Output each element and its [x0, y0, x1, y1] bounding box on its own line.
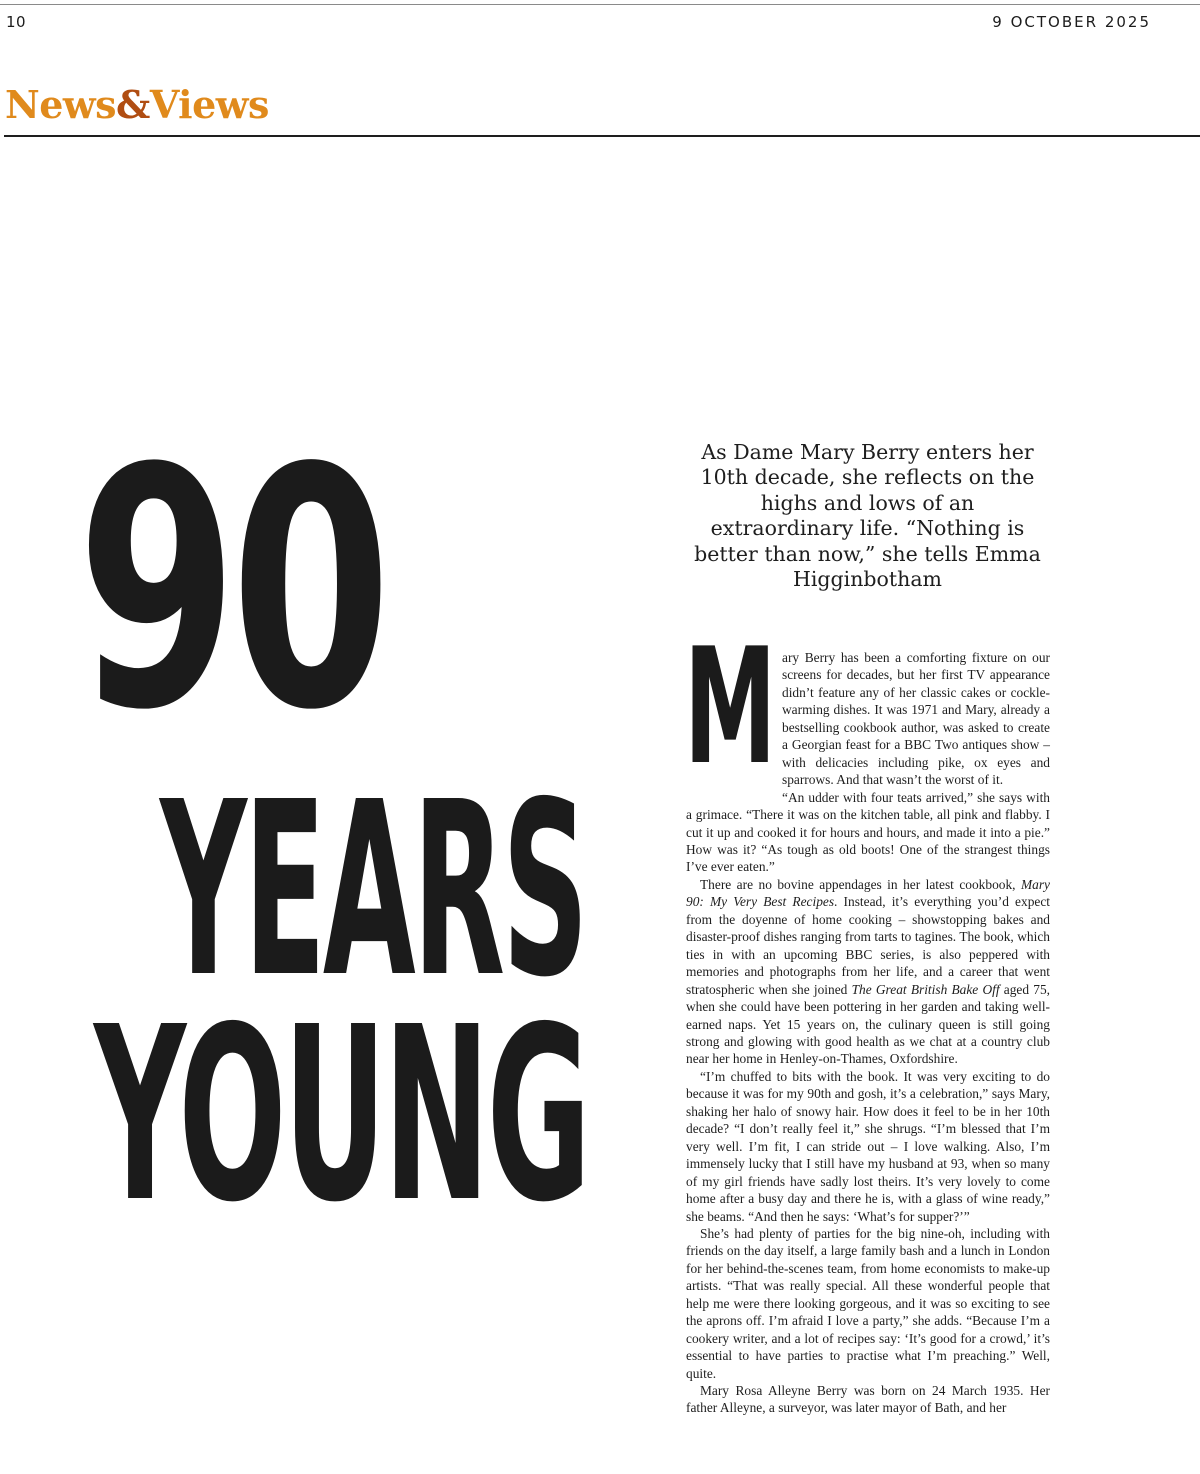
headline-line-young: YOUNG — [94, 975, 588, 1255]
article-paragraph-3-text-a: There are no bovine appendages in her latest cookbook, — [700, 876, 1016, 892]
page-number: 10 — [6, 13, 27, 31]
standfirst: As Dame Mary Berry enters her 10th decade, she reflects on the highs and lows of an extraordinary life. “Nothing is better than now,” she tells Emma Higginbotham — [694, 440, 1041, 592]
top-rule — [0, 4, 1200, 5]
section-heading — [5, 82, 269, 127]
section-heading-ampersand: & — [116, 82, 150, 127]
article-paragraph-6: Mary Rosa Alleyne Berry was born on 24 March 1935. Her father Alleyne, a surveyor, was later mayor of Bath, and her — [686, 1383, 1050, 1416]
article-paragraph-2: “An udder with four teats arrived,” she says with a grimace. “There it was on the kitchen table, all pink and flabby. I cut it up and cooked it for hours and hours, and made it into a pie.” How was it? “As tough as old boots! One of the strangest things I’ve ever eaten.” — [686, 789, 1050, 875]
header-rule — [4, 135, 1200, 137]
article-paragraph-5: She’s had plenty of parties for the big nine-oh, including with friends on the day itself, a large family bash and a lunch in London for her behind-the-scenes team, from home economists to make-up artists. “That was really special. All these wonderful people that help me were there looking gorgeous, and it was so exciting to see the aprons off. I’m afraid I love a party,” she adds. “Because I’m a cookery writer, and a lot of recipes say: ‘It’s good for a crowd,’ it’s essential to have parties to practise what I’m preaching.” Well, quite. — [686, 1225, 1050, 1381]
headline-line-years: YEARS — [160, 750, 586, 1030]
article-paragraph-3 — [686, 876, 1050, 1068]
drop-cap — [684, 613, 782, 801]
show-title-bake-off: The Great British Bake Off — [851, 981, 1000, 997]
issue-date: 9 OCTOBER 2025 — [992, 13, 1151, 31]
article-body — [684, 613, 1050, 1417]
book-title-mary-90: Mary 90: My Very Best Recipes — [686, 876, 1050, 910]
article-paragraph-3-text-b: . Instead, it’s everything you’d expect from the doyenne of home cooking – showstopping bakes and disaster-proof dishes ranging from tarts to tagines. The book, which ties in with an upcoming BBC series, is also peppered with memories and photographs from her life, and a career that went stratospheric when she joined — [686, 894, 1050, 997]
drop-cap-letter: M — [684, 613, 777, 800]
article-paragraph-1-text: ary Berry has been a comforting fixture on our screens for decades, but her first TV appearance didn’t feature any of her classic cakes or cockle-warming dishes. It was 1971 and Mary, already a bestselling cookbook author, was asked to create a Georgian feast for a BBC Two antiques show – with delicacies including pike, ox eyes and sparrows. And that wasn’t the worst of it. — [782, 650, 1050, 788]
section-heading-news: News — [5, 82, 117, 127]
article-paragraph-3-text-c: aged 75, when she could have been pottering in her garden and taking well-earned naps. Yet 15 years on, the culinary queen is still going strong and glowing with good health as we chat at a country club near her home in Henley-on-Thames, Oxfordshire. — [686, 981, 1050, 1067]
headline-line-90: 90 — [77, 398, 385, 782]
article-paragraph-4: “I’m chuffed to bits with the book. It was very exciting to do because it was for my 90th and gosh, it’s a celebration,” says Mary, shaking her halo of snowy hair. How does it feel to be in her 10th decade? “I don’t really feel it,” she shrugs. “I’m blessed that I’m very well. I’m fit, I can stride out – I love walking. Also, I’m immensely lucky that I still have my husband at 93, when so many of my girl friends have sadly lost theirs. It’s very lovely to come home after a busy day and there he is, with a glass of wine ready,” she beams. “And then he says: ‘What’s for supper?’” — [686, 1068, 1050, 1224]
article-paragraph-1 — [684, 613, 1050, 800]
section-heading-views: Views — [149, 82, 269, 127]
